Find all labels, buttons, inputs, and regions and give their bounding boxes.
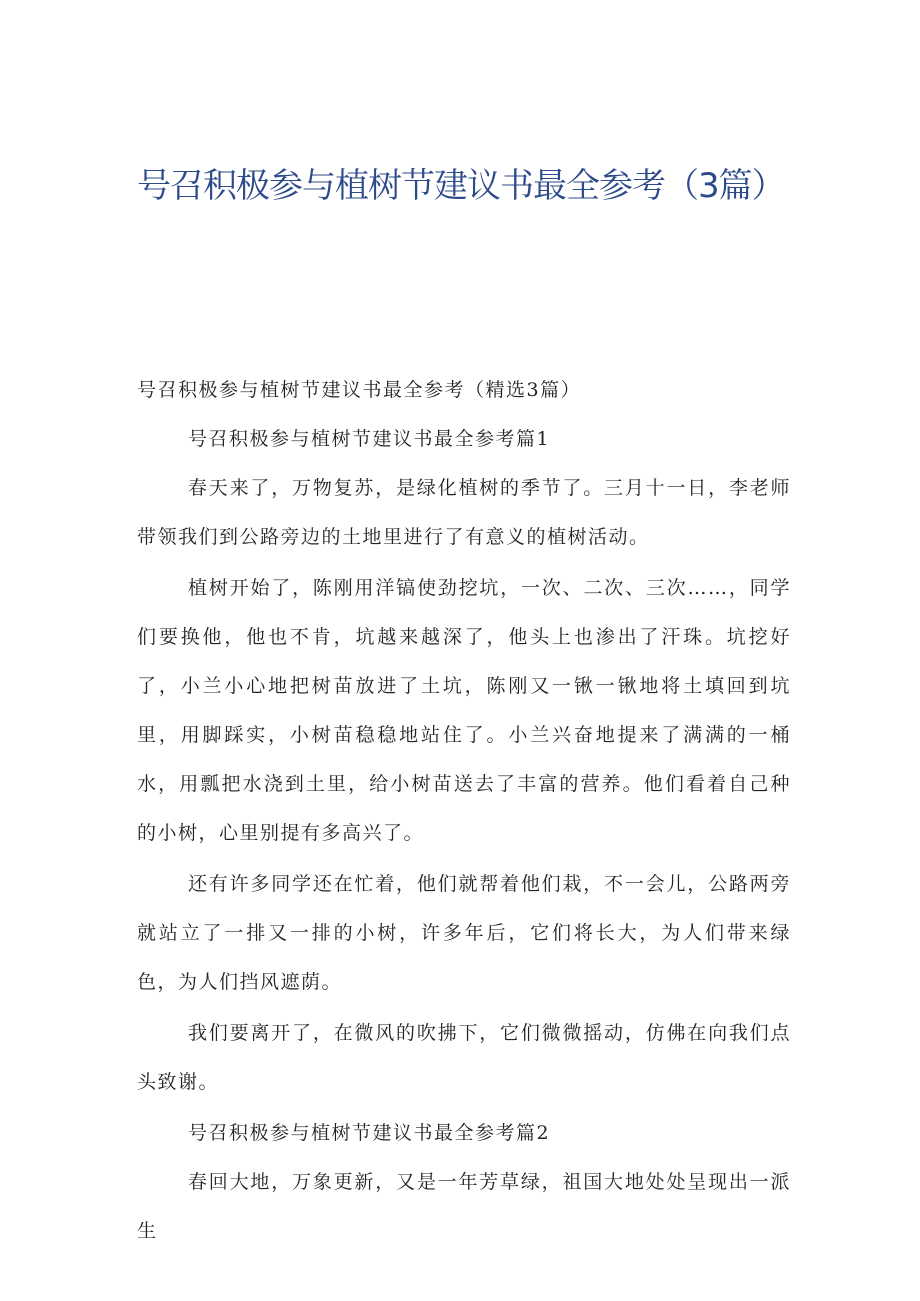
paragraph: 我们要离开了，在微风的吹拂下，它们微微摇动，仿佛在向我们点头致谢。 [137, 1022, 791, 1093]
paragraph: 春天来了，万物复苏，是绿化植树的季节了。三月十一日，李老师带领我们到公路旁边的土地里进行了有意义的植树活动。 [137, 477, 791, 548]
document-title: 号召积极参与植树节建议书最全参考（3篇） [137, 166, 785, 206]
section-heading-2: 号召积极参与植树节建议书最全参考篇2 [188, 1122, 551, 1144]
paragraph: 植树开始了，陈刚用洋镐使劲挖坑，一次、二次、三次……，同学们要换他，他也不肯，坑越来越深了，他头上也渗出了汗珠。坑挖好了，小兰小心地把树苗放进了土坑，陈刚又一锹一锹地将土填回到坑里，用脚踩实，小树苗稳稳地站住了。小兰兴奋地提来了满满的一桶水，用瓢把水浇到土里，给小树苗送去了丰富的营养。他们看着自己种的小树，心里别提有多高兴了。 [137, 577, 791, 844]
paragraph: 春回大地，万象更新，又是一年芳草绿，祖国大地处处呈现出一派生 [137, 1171, 791, 1242]
paragraph: 还有许多同学还在忙着，他们就帮着他们栽，不一会儿，公路两旁就站立了一排又一排的小树，许多年后，它们将长大，为人们带来绿色，为人们挡风遮荫。 [137, 873, 791, 993]
document-body [137, 366, 791, 1258]
section-heading-1: 号召积极参与植树节建议书最全参考篇1 [188, 428, 551, 450]
intro-line: 号召积极参与植树节建议书最全参考（精选3篇） [137, 379, 582, 401]
